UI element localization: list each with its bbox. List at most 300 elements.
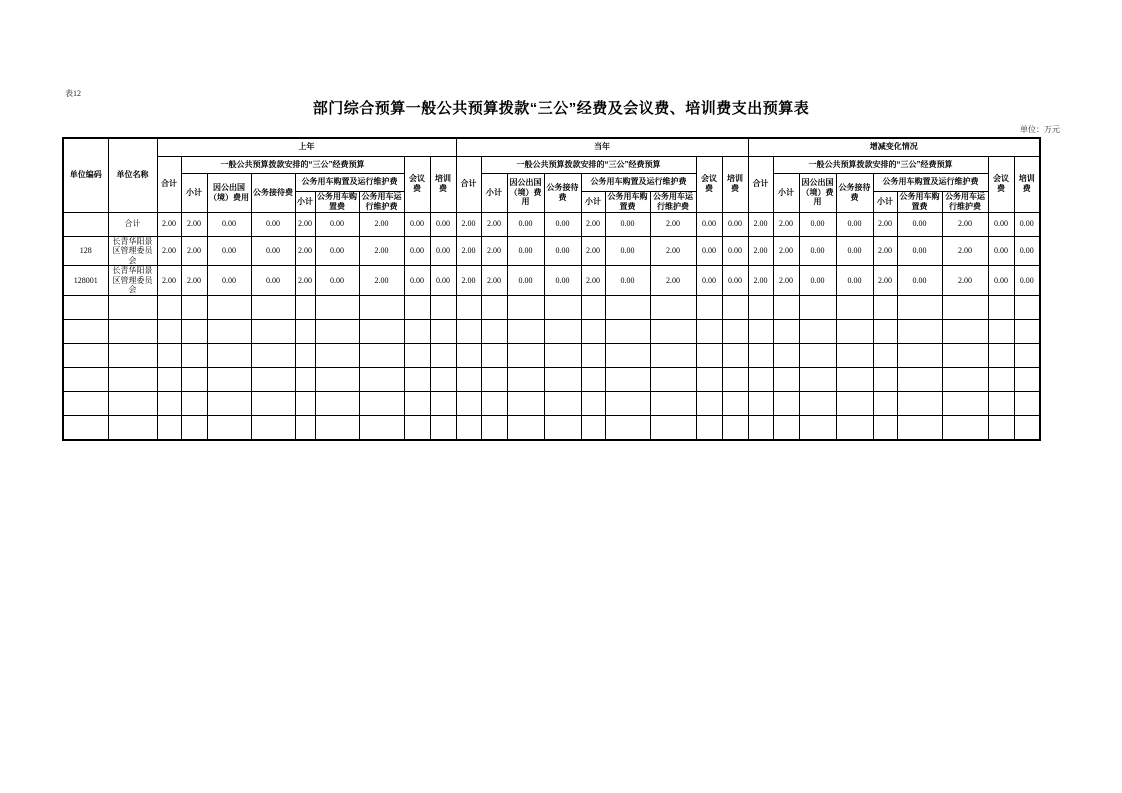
empty-cell	[696, 296, 722, 320]
header-training-s2: 培训费	[722, 156, 748, 212]
empty-cell	[650, 296, 696, 320]
value-cell: 2.00	[359, 266, 404, 296]
empty-cell	[696, 368, 722, 392]
empty-cell	[696, 416, 722, 441]
value-cell: 2.00	[748, 266, 773, 296]
empty-cell	[581, 320, 605, 344]
value-cell: 0.00	[722, 212, 748, 236]
unit-code-cell	[63, 212, 108, 236]
header-subtotal-s2: 小计	[481, 173, 507, 212]
empty-cell	[773, 296, 799, 320]
empty-cell	[207, 392, 251, 416]
empty-cell	[404, 320, 430, 344]
header-three-public-group-s2: 一般公共预算拨款安排的“三公”经费预算	[481, 156, 696, 173]
value-cell: 0.00	[836, 236, 873, 266]
empty-cell	[404, 392, 430, 416]
empty-cell	[773, 416, 799, 441]
value-cell: 2.00	[456, 266, 481, 296]
empty-cell	[63, 344, 108, 368]
value-cell: 2.00	[773, 236, 799, 266]
value-cell: 2.00	[481, 266, 507, 296]
empty-cell	[897, 320, 942, 344]
value-cell: 0.00	[251, 266, 295, 296]
table-row	[63, 236, 1040, 266]
empty-cell	[773, 368, 799, 392]
empty-cell	[897, 296, 942, 320]
header-unit-code: 单位编码	[63, 138, 108, 212]
empty-cell	[507, 368, 544, 392]
header-subtotal-s1: 小计	[181, 173, 207, 212]
unit-name-cell: 长青华阳景区管理委员会	[108, 236, 157, 266]
empty-cell	[544, 320, 581, 344]
table-row	[63, 212, 1040, 236]
empty-cell	[773, 344, 799, 368]
empty-cell	[696, 320, 722, 344]
empty-cell	[315, 344, 359, 368]
empty-cell	[430, 320, 456, 344]
empty-cell	[108, 320, 157, 344]
empty-cell	[207, 296, 251, 320]
empty-cell	[315, 392, 359, 416]
unit-name-cell: 长青华阳景区管理委员会	[108, 266, 157, 296]
value-cell: 2.00	[942, 266, 988, 296]
empty-cell	[359, 368, 404, 392]
value-cell: 2.00	[748, 212, 773, 236]
empty-cell	[581, 392, 605, 416]
budget-table	[62, 137, 1041, 441]
empty-cell	[157, 320, 181, 344]
empty-cell	[157, 368, 181, 392]
value-cell: 2.00	[295, 212, 315, 236]
value-cell: 2.00	[581, 236, 605, 266]
empty-cell	[295, 392, 315, 416]
value-cell: 0.00	[315, 236, 359, 266]
empty-cell	[722, 368, 748, 392]
empty-cell	[481, 296, 507, 320]
value-cell: 0.00	[507, 212, 544, 236]
header-vehicle-subtotal-s3: 小计	[873, 191, 897, 212]
empty-cell	[836, 296, 873, 320]
value-cell: 2.00	[748, 236, 773, 266]
value-cell: 0.00	[507, 236, 544, 266]
value-cell: 2.00	[295, 266, 315, 296]
empty-cell	[650, 320, 696, 344]
value-cell: 0.00	[315, 212, 359, 236]
header-vehicle-purchase-s3: 公务用车购置费	[897, 191, 942, 212]
empty-cell	[650, 392, 696, 416]
value-cell: 0.00	[207, 266, 251, 296]
empty-cell	[873, 392, 897, 416]
empty-cell	[63, 392, 108, 416]
empty-cell	[873, 416, 897, 441]
unit-note: 单位：万元	[1020, 125, 1060, 134]
empty-cell	[942, 344, 988, 368]
value-cell: 2.00	[650, 212, 696, 236]
empty-cell	[988, 344, 1014, 368]
empty-cell	[430, 392, 456, 416]
empty-cell	[63, 416, 108, 441]
empty-cell	[544, 296, 581, 320]
value-cell: 2.00	[650, 266, 696, 296]
empty-cell	[430, 344, 456, 368]
value-cell: 0.00	[430, 236, 456, 266]
empty-cell	[748, 296, 773, 320]
empty-cell	[988, 416, 1014, 441]
empty-cell	[315, 416, 359, 441]
value-cell: 0.00	[988, 212, 1014, 236]
header-total-s2: 合计	[456, 156, 481, 212]
header-conference-s1: 会议费	[404, 156, 430, 212]
empty-cell	[1014, 320, 1040, 344]
empty-cell	[873, 344, 897, 368]
empty-cell	[108, 296, 157, 320]
empty-cell	[544, 368, 581, 392]
value-cell: 0.00	[696, 266, 722, 296]
value-cell: 2.00	[181, 212, 207, 236]
header-section-current-year: 当年	[456, 138, 748, 156]
empty-cell	[650, 368, 696, 392]
empty-cell	[108, 368, 157, 392]
empty-cell	[722, 392, 748, 416]
empty-cell	[722, 296, 748, 320]
empty-cell	[722, 320, 748, 344]
empty-cell	[181, 392, 207, 416]
empty-cell	[181, 320, 207, 344]
header-abroad-s3: 因公出国（境）费用	[799, 173, 836, 212]
empty-cell	[456, 296, 481, 320]
empty-cell	[544, 392, 581, 416]
empty-cell	[251, 368, 295, 392]
header-vehicle-group-s2: 公务用车购置及运行维护费	[581, 173, 696, 191]
empty-cell	[295, 320, 315, 344]
empty-cell	[748, 368, 773, 392]
empty-cell	[404, 296, 430, 320]
value-cell: 2.00	[873, 212, 897, 236]
header-abroad-s2: 因公出国（境）费用	[507, 173, 544, 212]
value-cell: 2.00	[942, 212, 988, 236]
empty-cell	[456, 320, 481, 344]
empty-row	[63, 320, 1040, 344]
empty-cell	[181, 296, 207, 320]
value-cell: 0.00	[696, 236, 722, 266]
empty-cell	[404, 416, 430, 441]
value-cell: 0.00	[1014, 266, 1040, 296]
value-cell: 2.00	[157, 266, 181, 296]
empty-cell	[481, 392, 507, 416]
empty-cell	[988, 368, 1014, 392]
value-cell: 0.00	[988, 236, 1014, 266]
empty-cell	[1014, 296, 1040, 320]
empty-cell	[108, 416, 157, 441]
empty-cell	[581, 416, 605, 441]
value-cell: 2.00	[157, 236, 181, 266]
empty-cell	[1014, 344, 1040, 368]
value-cell: 0.00	[605, 236, 650, 266]
empty-cell	[581, 296, 605, 320]
value-cell: 0.00	[722, 236, 748, 266]
page-title: 部门综合预算一般公共预算拨款“三公”经费及会议费、培训费支出预算表	[312, 100, 810, 117]
empty-cell	[507, 392, 544, 416]
value-cell: 0.00	[404, 266, 430, 296]
value-cell: 0.00	[696, 212, 722, 236]
empty-cell	[404, 368, 430, 392]
value-cell: 0.00	[799, 236, 836, 266]
empty-cell	[581, 368, 605, 392]
header-vehicle-group-s1: 公务用车购置及运行维护费	[295, 173, 404, 191]
empty-cell	[605, 416, 650, 441]
empty-cell	[63, 296, 108, 320]
table-body	[63, 212, 1040, 440]
header-training-s3: 培训费	[1014, 156, 1040, 212]
header-total-s3: 合计	[748, 156, 773, 212]
empty-cell	[605, 344, 650, 368]
empty-cell	[359, 320, 404, 344]
empty-cell	[207, 368, 251, 392]
empty-cell	[605, 368, 650, 392]
value-cell: 0.00	[836, 212, 873, 236]
empty-cell	[1014, 392, 1040, 416]
empty-cell	[799, 296, 836, 320]
empty-cell	[456, 392, 481, 416]
empty-cell	[315, 320, 359, 344]
value-cell: 0.00	[722, 266, 748, 296]
empty-cell	[1014, 416, 1040, 441]
empty-cell	[507, 416, 544, 441]
header-reception-s2: 公务接待费	[544, 173, 581, 212]
value-cell: 2.00	[873, 266, 897, 296]
empty-cell	[897, 368, 942, 392]
empty-cell	[251, 392, 295, 416]
empty-cell	[748, 344, 773, 368]
empty-cell	[181, 416, 207, 441]
empty-cell	[507, 296, 544, 320]
empty-cell	[897, 416, 942, 441]
empty-cell	[873, 320, 897, 344]
empty-cell	[873, 368, 897, 392]
value-cell: 2.00	[456, 212, 481, 236]
empty-cell	[359, 392, 404, 416]
empty-cell	[942, 296, 988, 320]
empty-cell	[988, 296, 1014, 320]
value-cell: 0.00	[404, 212, 430, 236]
value-cell: 0.00	[988, 266, 1014, 296]
value-cell: 0.00	[404, 236, 430, 266]
value-cell: 0.00	[207, 212, 251, 236]
empty-cell	[481, 320, 507, 344]
empty-cell	[157, 392, 181, 416]
empty-cell	[430, 296, 456, 320]
value-cell: 0.00	[251, 236, 295, 266]
value-cell: 0.00	[207, 236, 251, 266]
value-cell: 0.00	[430, 266, 456, 296]
header-vehicle-maintenance-s2: 公务用车运行维护费	[650, 191, 696, 212]
empty-cell	[748, 392, 773, 416]
header-conference-s3: 会议费	[988, 156, 1014, 212]
unit-code-cell: 128001	[63, 266, 108, 296]
empty-cell	[748, 416, 773, 441]
value-cell: 2.00	[581, 212, 605, 236]
header-conference-s2: 会议费	[696, 156, 722, 212]
empty-cell	[507, 320, 544, 344]
empty-cell	[251, 320, 295, 344]
empty-cell	[605, 320, 650, 344]
header-vehicle-maintenance-s3: 公务用车运行维护费	[942, 191, 988, 212]
value-cell: 2.00	[181, 236, 207, 266]
value-cell: 0.00	[507, 266, 544, 296]
header-vehicle-purchase-s2: 公务用车购置费	[605, 191, 650, 212]
value-cell: 2.00	[942, 236, 988, 266]
empty-cell	[181, 368, 207, 392]
empty-cell	[207, 416, 251, 441]
header-abroad-s1: 因公出国（境）费用	[207, 173, 251, 212]
empty-cell	[897, 344, 942, 368]
empty-cell	[108, 392, 157, 416]
header-vehicle-subtotal-s1: 小计	[295, 191, 315, 212]
empty-cell	[650, 416, 696, 441]
header-three-public-group-s3: 一般公共预算拨款安排的“三公”经费预算	[773, 156, 988, 173]
header-total-s1: 合计	[157, 156, 181, 212]
value-cell: 0.00	[544, 212, 581, 236]
empty-cell	[988, 392, 1014, 416]
empty-cell	[696, 344, 722, 368]
header-vehicle-maintenance-s1: 公务用车运行维护费	[359, 191, 404, 212]
value-cell: 2.00	[359, 212, 404, 236]
empty-cell	[359, 296, 404, 320]
empty-row	[63, 344, 1040, 368]
empty-cell	[108, 344, 157, 368]
value-cell: 0.00	[251, 212, 295, 236]
empty-cell	[696, 392, 722, 416]
empty-cell	[773, 392, 799, 416]
value-cell: 0.00	[799, 212, 836, 236]
value-cell: 0.00	[897, 212, 942, 236]
empty-cell	[773, 320, 799, 344]
empty-cell	[456, 416, 481, 441]
empty-cell	[581, 344, 605, 368]
empty-row	[63, 416, 1040, 441]
value-cell: 0.00	[799, 266, 836, 296]
header-reception-s3: 公务接待费	[836, 173, 873, 212]
empty-cell	[430, 416, 456, 441]
empty-cell	[836, 392, 873, 416]
empty-cell	[456, 368, 481, 392]
value-cell: 2.00	[295, 236, 315, 266]
unit-name-cell: 合计	[108, 212, 157, 236]
value-cell: 2.00	[481, 236, 507, 266]
empty-cell	[544, 416, 581, 441]
empty-cell	[722, 344, 748, 368]
empty-cell	[650, 344, 696, 368]
empty-cell	[799, 416, 836, 441]
header-vehicle-purchase-s1: 公务用车购置费	[317, 191, 357, 211]
empty-cell	[157, 296, 181, 320]
unit-code-cell: 128	[63, 236, 108, 266]
header-subtotal-s3: 小计	[773, 173, 799, 212]
value-cell: 2.00	[456, 236, 481, 266]
empty-cell	[359, 344, 404, 368]
empty-cell	[315, 296, 359, 320]
empty-cell	[481, 416, 507, 441]
header-three-public-group-s1: 一般公共预算拨款安排的“三公”经费预算	[181, 156, 404, 173]
empty-cell	[942, 416, 988, 441]
empty-cell	[836, 416, 873, 441]
empty-cell	[748, 320, 773, 344]
empty-cell	[507, 344, 544, 368]
value-cell: 0.00	[1014, 212, 1040, 236]
empty-cell	[1014, 368, 1040, 392]
header-unit-name: 单位名称	[108, 138, 157, 212]
empty-cell	[799, 344, 836, 368]
empty-cell	[456, 344, 481, 368]
empty-cell	[207, 344, 251, 368]
value-cell: 0.00	[605, 266, 650, 296]
header-training-s1: 培训费	[430, 156, 456, 212]
empty-cell	[251, 344, 295, 368]
empty-cell	[836, 344, 873, 368]
header-section-last-year: 上年	[157, 138, 456, 156]
value-cell: 0.00	[430, 212, 456, 236]
empty-cell	[295, 344, 315, 368]
value-cell: 2.00	[773, 212, 799, 236]
empty-cell	[63, 368, 108, 392]
empty-cell	[157, 416, 181, 441]
empty-cell	[295, 416, 315, 441]
value-cell: 0.00	[605, 212, 650, 236]
table-number-label: 表12	[65, 89, 81, 98]
value-cell: 2.00	[773, 266, 799, 296]
empty-cell	[873, 296, 897, 320]
empty-cell	[359, 416, 404, 441]
value-cell: 0.00	[897, 236, 942, 266]
empty-cell	[251, 296, 295, 320]
value-cell: 2.00	[181, 266, 207, 296]
empty-row	[63, 368, 1040, 392]
empty-cell	[799, 320, 836, 344]
empty-cell	[295, 368, 315, 392]
empty-cell	[799, 392, 836, 416]
empty-cell	[799, 368, 836, 392]
empty-cell	[295, 296, 315, 320]
empty-cell	[942, 392, 988, 416]
value-cell: 0.00	[544, 236, 581, 266]
empty-cell	[63, 320, 108, 344]
empty-cell	[942, 320, 988, 344]
empty-cell	[251, 416, 295, 441]
value-cell: 2.00	[359, 236, 404, 266]
empty-cell	[315, 368, 359, 392]
empty-cell	[836, 368, 873, 392]
header-reception-s1: 公务接待费	[251, 173, 295, 212]
value-cell: 2.00	[650, 236, 696, 266]
empty-cell	[942, 368, 988, 392]
empty-cell	[404, 344, 430, 368]
empty-cell	[481, 368, 507, 392]
empty-cell	[157, 344, 181, 368]
empty-cell	[430, 368, 456, 392]
value-cell: 0.00	[897, 266, 942, 296]
value-cell: 0.00	[836, 266, 873, 296]
value-cell: 0.00	[1014, 236, 1040, 266]
empty-cell	[722, 416, 748, 441]
empty-cell	[836, 320, 873, 344]
empty-cell	[605, 296, 650, 320]
value-cell: 0.00	[544, 266, 581, 296]
empty-cell	[481, 344, 507, 368]
empty-cell	[605, 392, 650, 416]
value-cell: 2.00	[873, 236, 897, 266]
empty-cell	[988, 320, 1014, 344]
table-row	[63, 266, 1040, 296]
